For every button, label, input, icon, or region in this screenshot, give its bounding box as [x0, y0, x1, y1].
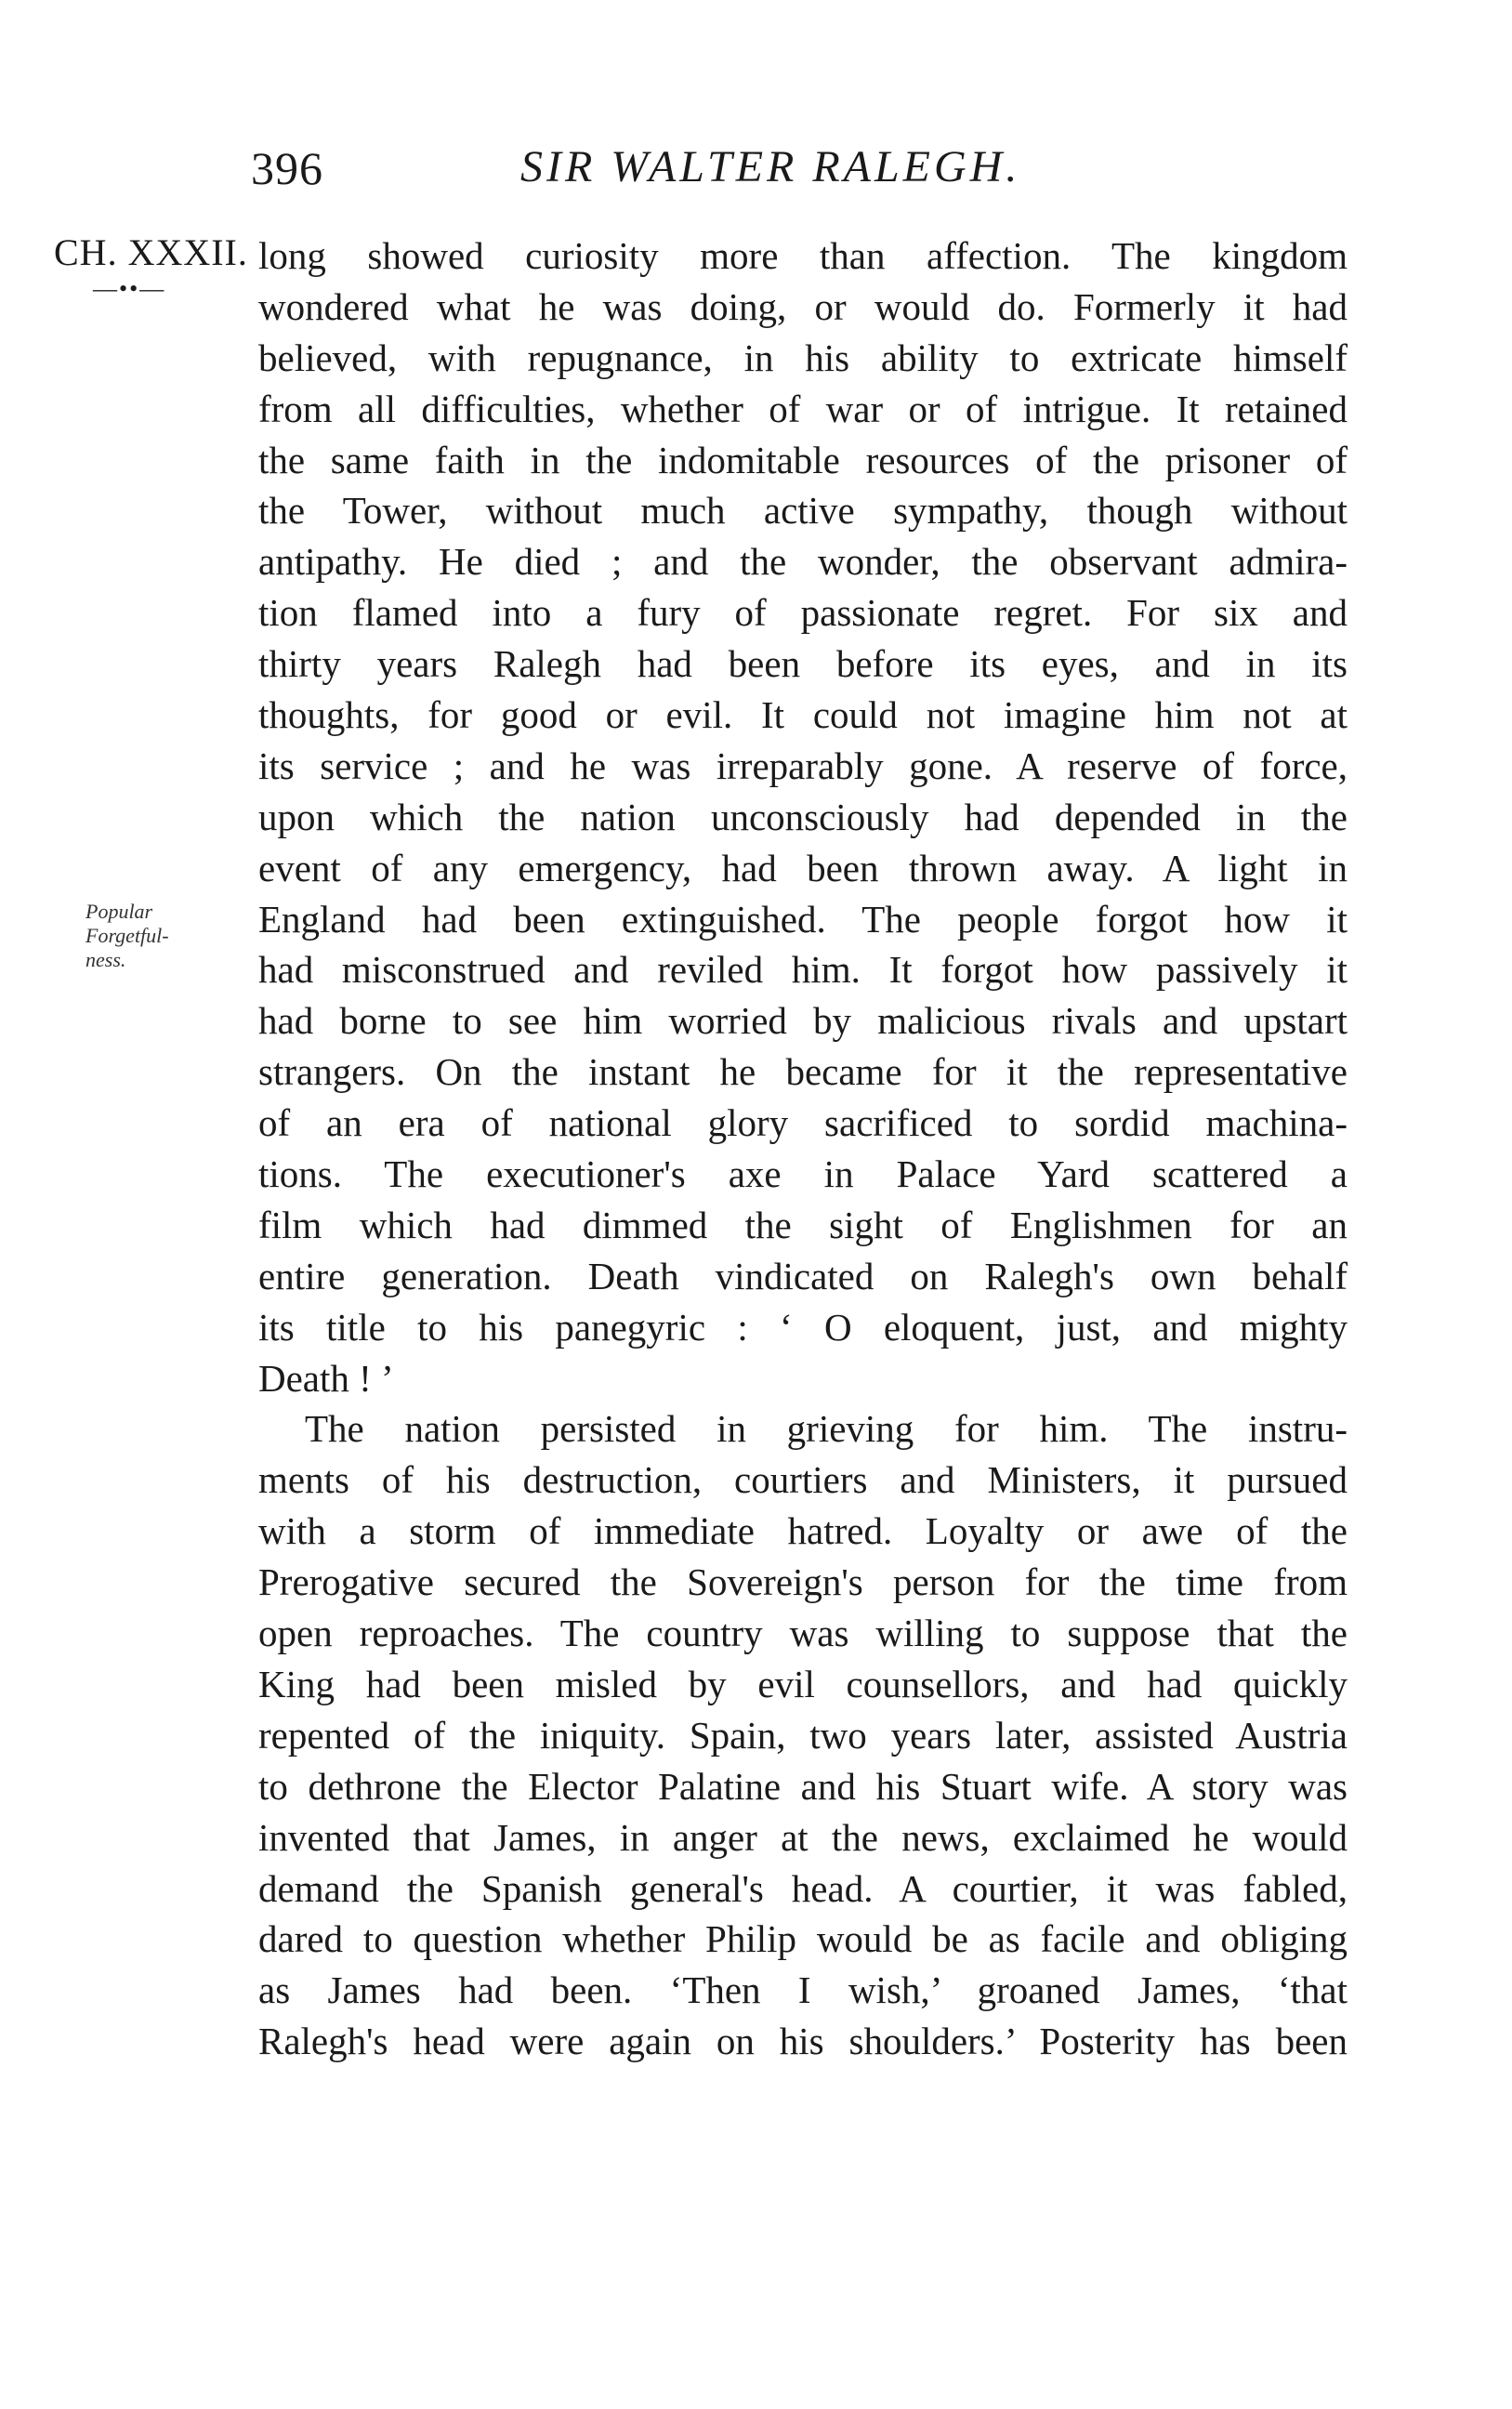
text-line: Prerogative secured the Sovereign's person for the time from [258, 1560, 1348, 1604]
paragraph-1 [258, 230, 1348, 1403]
chapter-label: CH. XXXII. [54, 231, 248, 273]
text-line: event of any emergency, had been thrown away. A light in [258, 846, 1348, 889]
text-line: antipathy. He died ; and the wonder, the observant admira- [258, 540, 1348, 584]
text-line: of an era of national glory sacrificed to sordid machina- [258, 1101, 1348, 1145]
text-line: England had been extinguished. The people forgot how it [258, 897, 1348, 941]
text-line: Ralegh's head were again on his shoulders.’ Posterity has been [258, 2020, 1348, 2063]
text-line: its service ; and he was irreparably gone. A reserve of force, [258, 744, 1348, 787]
text-line: its title to his panegyric : ‘ O eloquent, just, and mighty [258, 1305, 1348, 1349]
text-line: strangers. On the instant he became for it the representative [258, 1050, 1348, 1094]
text-line: had borne to see him worried by malicious rivals and upstart [258, 999, 1348, 1043]
text-line: demand the Spanish general's head. A courtier, it was fabled, [258, 1866, 1348, 1910]
text-line: repented of the iniquity. Spain, two years later, assisted Austria [258, 1713, 1348, 1757]
text-line: wondered what he was doing, or would do. Formerly it had [258, 284, 1348, 328]
running-title: SIR WALTER RALEGH. [520, 142, 1021, 191]
text-line: invented that James, in anger at the news, exclaimed he would [258, 1815, 1348, 1859]
text-line: from all difficulties, whether of war or of intrigue. It retained [258, 387, 1348, 430]
text-line: believed, with repugnance, in his ability to extricate himself [258, 336, 1348, 379]
page-header [251, 141, 1357, 206]
text-line: entire generation. Death vindicated on Ralegh's own behalf [258, 1254, 1348, 1297]
text-line: tions. The executioner's axe in Palace Yard scattered a [258, 1152, 1348, 1196]
paragraph-2 [258, 1403, 1348, 2067]
body-text [258, 230, 1348, 2067]
text-line: The nation persisted in grieving for him. The instru- [305, 1407, 1348, 1451]
text-line: film which had dimmed the sight of Englishmen for an [258, 1203, 1348, 1246]
text-line: Death ! ’ [258, 1356, 394, 1400]
text-line: had misconstrued and reviled him. It forgot how passively it [258, 948, 1348, 992]
text-line: upon which the nation unconsciously had depended in the [258, 795, 1348, 838]
text-line: ments of his destruction, courtiers and Ministers, it pursued [258, 1458, 1348, 1502]
text-line: as James had been. ‘Then I wish,’ groaned James, ‘that [258, 1968, 1348, 2012]
sidenote-line: ness. [85, 948, 126, 971]
text-line: tion flamed into a fury of passionate regret. For six and [258, 591, 1348, 635]
page-number: 396 [251, 142, 323, 194]
text-line: dared to question whether Philip would be as facile and obliging [258, 1917, 1348, 1961]
chapter-ornament: —••— [93, 275, 166, 302]
text-line: thirty years Ralegh had been before its eyes, and in its [258, 642, 1348, 686]
text-line: the same faith in the indomitable resources of the prisoner of [258, 438, 1348, 481]
text-line: to dethrone the Elector Palatine and his Stuart wife. A story was [258, 1764, 1348, 1808]
text-line: the Tower, without much active sympathy, though without [258, 489, 1348, 533]
sidenote-line: Popular [85, 900, 153, 923]
text-line: with a storm of immediate hatred. Loyalty or awe of the [258, 1509, 1348, 1553]
text-line: King had been misled by evil counsellors, and had quickly [258, 1662, 1348, 1705]
text-line: thoughts, for good or evil. It could not imagine him not at [258, 693, 1348, 737]
margin-sidenote [85, 900, 216, 972]
text-line: open reproaches. The country was willing to suppose that the [258, 1612, 1348, 1655]
sidenote-line: Forgetful- [85, 924, 169, 947]
text-line: long showed curiosity more than affection. The kingdom [258, 234, 1348, 277]
